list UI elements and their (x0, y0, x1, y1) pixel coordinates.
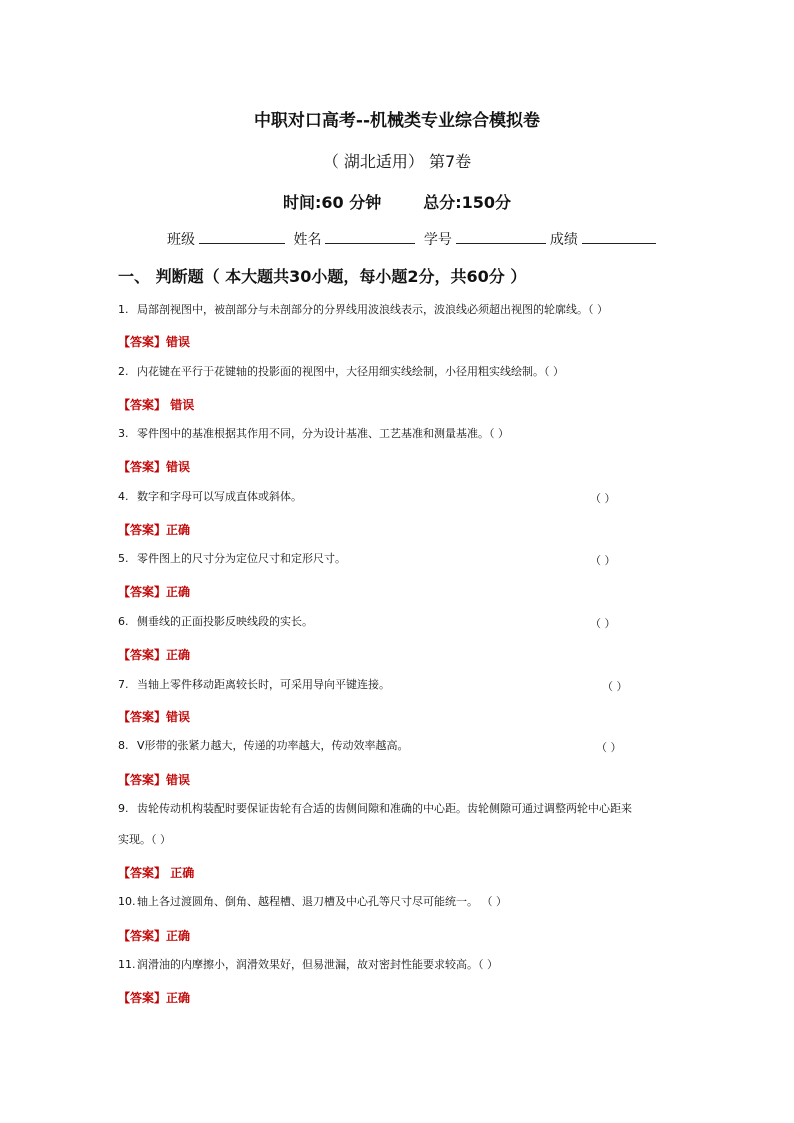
answer-value: 错误 (166, 460, 191, 474)
answer-blank-paren: （ ） (602, 680, 628, 693)
answer-line (118, 646, 190, 663)
answer-value: 错误 (166, 335, 191, 349)
question-5 (118, 552, 346, 566)
exam-title: 中职对口高考--机械类专业综合模拟卷 (253, 111, 541, 131)
question-2 (118, 365, 564, 379)
question-1 (118, 303, 608, 317)
answer-value: 正确 (166, 648, 191, 662)
answer-label: 【答案】 (118, 710, 167, 724)
question-3 (118, 427, 509, 441)
exam-time: 时间:60 分钟 (282, 193, 382, 212)
answer-label: 【答案】 (118, 773, 167, 787)
question-number: 11. (118, 958, 136, 971)
answer-line (118, 333, 190, 350)
question-number: 5. (118, 552, 129, 565)
question-8 (118, 739, 409, 753)
answer-line (118, 396, 194, 413)
answer-blank-paren: （ ） (590, 492, 616, 505)
question-text: 润滑油的内摩擦小，润滑效果好，但易泄漏，故对密封性能要求较高。（ ） (137, 958, 498, 971)
answer-label: 【答案】 (118, 460, 167, 474)
answer-line (118, 583, 190, 600)
name-blank[interactable] (325, 230, 415, 244)
id-blank[interactable] (456, 230, 546, 244)
answer-label: 【答案】 (118, 648, 167, 662)
answer-label: 【答案】 (118, 585, 167, 599)
answer-line (118, 458, 190, 475)
answer-label: 【答案】 (118, 335, 167, 349)
answer-label: 【答案】 (118, 991, 167, 1005)
answer-value: 正确 (166, 585, 191, 599)
question-6 (118, 615, 313, 629)
answer-line (118, 989, 190, 1006)
answer-value: 正确 (166, 523, 191, 537)
exam-time-score (0, 190, 794, 213)
question-10 (118, 895, 507, 909)
answer-blank-paren: （ ） (590, 554, 616, 567)
answer-label: 【答案】 (118, 866, 167, 880)
answer-label: 【答案】 (118, 523, 167, 537)
answer-label: 【答案】 (118, 398, 167, 412)
answer-value: 错误 (166, 710, 191, 724)
student-info-line (167, 229, 660, 249)
question-text: 侧垂线的正面投影反映线段的实长。 (137, 615, 313, 628)
answer-line (118, 771, 190, 788)
score-label: 成绩 (549, 232, 578, 248)
question-number: 7. (118, 678, 129, 691)
id-label: 学号 (423, 232, 452, 248)
question-11 (118, 958, 498, 972)
answer-line (118, 708, 190, 725)
question-text: V形带的张紧力越大，传递的功率越大，传动效率越高。 (137, 739, 409, 752)
question-number: 9. (118, 802, 129, 815)
question-number: 10. (118, 895, 136, 908)
class-label: 班级 (167, 232, 195, 248)
question-text: 局部剖视图中，被剖部分与未剖部分的分界线用波浪线表示，波浪线必须超出视图的轮廓线。（ ） (137, 303, 608, 316)
question-text: 数字和字母可以写成直体或斜体。 (137, 490, 302, 503)
class-blank[interactable] (199, 230, 285, 244)
question-number: 6. (118, 615, 129, 628)
question-text: 轴上各过渡圆角、倒角、越程槽、退刀槽及中心孔等尺寸尽可能统一。 （ ） (137, 895, 507, 908)
answer-line (118, 521, 190, 538)
question-number: 4. (118, 490, 129, 503)
answer-value: 正确 (166, 866, 195, 880)
question-text: 零件图中的基准根据其作用不同，分为设计基准、工艺基准和测量基准。（ ） (137, 427, 509, 440)
question-number: 1. (118, 303, 129, 316)
answer-value: 正确 (166, 991, 191, 1005)
answer-blank-paren: （ ） (596, 741, 622, 754)
question-number: 8. (118, 739, 129, 752)
question-text: 齿轮传动机构装配时要保证齿轮有合适的齿侧间隙和准确的中心距。齿轮侧隙可通过调整两轮中心距来 (137, 802, 632, 815)
question-7 (118, 678, 390, 692)
exam-total-score: 总分:150分 (423, 193, 512, 212)
question-text: 内花键在平行于花键轴的投影面的视图中，大径用细实线绘制，小径用粗实线绘制。（ ） (137, 365, 564, 378)
question-text-continued: 实现。（ ） (118, 833, 171, 846)
question-number: 3. (118, 427, 129, 440)
answer-blank-paren: （ ） (590, 617, 616, 630)
question-4 (118, 490, 302, 504)
answer-line (118, 864, 194, 881)
answer-value: 错误 (166, 773, 191, 787)
answer-value: 错误 (166, 398, 195, 412)
answer-line (118, 927, 190, 944)
question-text: 零件图上的尺寸分为定位尺寸和定形尺寸。 (137, 552, 346, 565)
question-text: 当轴上零件移动距离较长时，可采用导向平键连接。 (137, 678, 390, 691)
question-9 (118, 802, 632, 816)
answer-value: 正确 (166, 929, 191, 943)
section-heading: 一、 判断题（ 本大题共30小题，每小题2分，共60分 ） (118, 267, 527, 286)
score-blank[interactable] (582, 230, 656, 244)
question-number: 2. (118, 365, 129, 378)
exam-subtitle: （ 湖北适用） 第7卷 (322, 152, 472, 171)
answer-label: 【答案】 (118, 929, 167, 943)
name-label: 姓名 (293, 232, 322, 248)
